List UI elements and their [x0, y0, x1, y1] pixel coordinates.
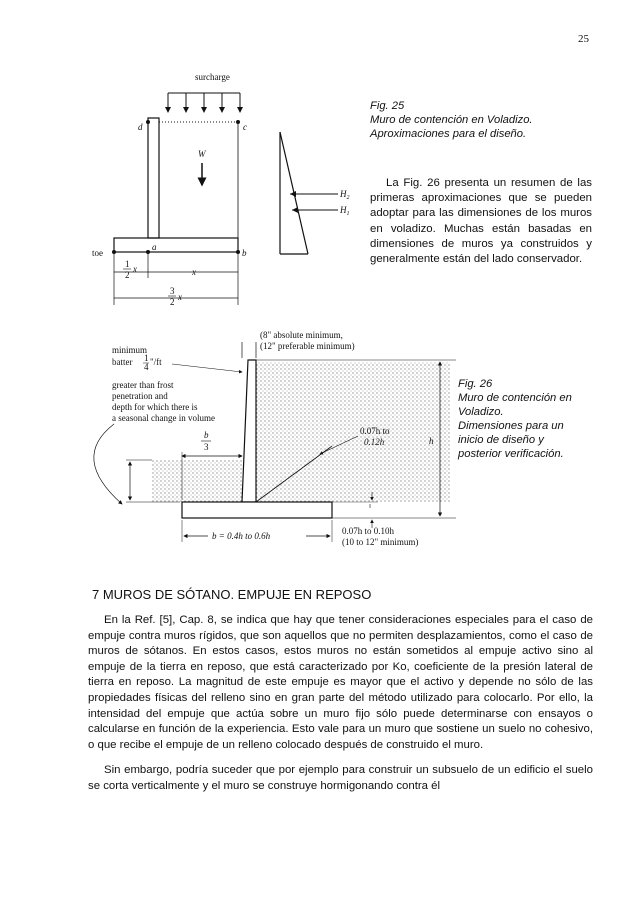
base-thickness: (10 to 12" minimum)	[342, 537, 419, 547]
fig25-caption-line: Muro de contención en Voladizo.	[370, 114, 533, 126]
fig25-pressure-diagram	[268, 128, 364, 258]
base-thickness: 0.07h to 0.10h	[342, 526, 395, 536]
x-label: x	[192, 267, 196, 277]
surcharge-arrows	[168, 93, 240, 112]
three-den: 2	[170, 297, 175, 307]
slope-label: 0.12h	[364, 437, 385, 447]
batter-num: 1	[144, 353, 149, 363]
point-a: a	[152, 242, 157, 252]
toe-label: toe	[92, 248, 103, 258]
point-d: d	[138, 122, 143, 132]
h1-label: $H_1$	[340, 205, 350, 217]
b3-den: 3	[204, 442, 209, 452]
frost-line: greater than frost	[112, 380, 174, 390]
weight-label: W	[198, 149, 206, 159]
point-c: c	[243, 122, 247, 132]
three-num: 3	[170, 286, 175, 296]
fig25-caption	[370, 99, 533, 141]
fig26-caption-line: Voladizo.	[458, 406, 504, 418]
fig26-caption	[458, 377, 572, 461]
wall-stem	[148, 118, 159, 238]
h-label: h	[429, 436, 434, 446]
b-dim-label: b = 0.4h to 0.6h	[212, 531, 271, 541]
paragraph: En la Ref. [5], Cap. 8, se indica que hay que tener consideraciones especiales para el caso de empuje contra muros rígidos, que son aquellos que no permiten desplazamientos, como el caso de muros de sótanos. En estos casos, estos muros no están sometidos al empuje activo sino al empuje de la tierra en reposo, que está caracterizado por Ko, coeficiente de la presión lateral de tierra en reposo. La magnitud de este empuje es mayor que el activo y depende no sólo de las propiedades físicas del relleno sino en gran parte del método utilizado para colocarlo. Por ello, la intensidad del empuje que actúa sobre un muro fijo sólo puede determinarse con ensayos o calcularse en función de la experiencia. Esto vale para un muro que sostiene un suelo no cohesivo, o que recibe el empuje de un relleno colocado después de construido el muro.	[88, 614, 593, 751]
page-number: 25	[578, 33, 589, 45]
intro-text: La Fig. 26 presenta un resumen de las primeras aproximaciones que se pueden adoptar para las dimensiones de los muros en voladizo. Muchas están basadas en dimensiones de muros ya construidos y generalmente están del lado conservador.	[370, 177, 592, 266]
fig25-caption-line: Fig. 25	[370, 100, 405, 112]
three-x: x	[178, 292, 182, 302]
fig26-batter1: minimum	[112, 345, 148, 355]
fig26-stem	[242, 360, 256, 502]
b3-num: b	[204, 430, 209, 440]
point-b: b	[242, 248, 247, 258]
fig26-diagram	[80, 328, 465, 558]
fig26-caption-line: inicio de diseño y	[458, 434, 544, 446]
fig26-caption-line: posterior verificación.	[458, 448, 564, 460]
frost-line: a seasonal change in volume	[112, 413, 215, 423]
fig26-caption-line: Muro de contención en	[458, 392, 572, 404]
batter-unit: "/ft	[150, 357, 162, 367]
batter-den: 4	[144, 362, 149, 372]
fig26-base	[182, 502, 332, 518]
fig26-top2: (12" preferable minimum)	[260, 341, 355, 351]
fig26-top1: (8" absolute minimum,	[260, 330, 343, 340]
wall-base	[114, 238, 238, 252]
fig25-caption-line: Aproximaciones para el diseño.	[370, 128, 527, 140]
surcharge-label: surcharge	[195, 72, 230, 82]
frost-line: depth for which there is	[112, 402, 198, 412]
frost-line: penetration and	[112, 391, 168, 401]
slope-label: 0.07h to	[360, 426, 390, 436]
front-soil	[152, 460, 242, 502]
fig26-batter2: batter	[112, 357, 133, 367]
body-text	[88, 613, 593, 805]
paragraph: Sin embargo, podría suceder que por ejemplo para construir un subsuelo de un edificio el suelo se corta verticalmente y el muro se construye hormigonando contra él	[88, 764, 593, 792]
section-heading: 7 MUROS DE SÓTANO. EMPUJE EN REPOSO	[92, 587, 372, 602]
intro-paragraph	[370, 176, 592, 267]
half-x: x	[133, 264, 137, 274]
h2-label: $H_2$	[340, 189, 350, 201]
fig26-caption-line: Dimensiones para un	[458, 420, 564, 432]
fig26-caption-line: Fig. 26	[458, 378, 493, 390]
half-den: 2	[125, 270, 130, 280]
half-num: 1	[125, 259, 130, 269]
